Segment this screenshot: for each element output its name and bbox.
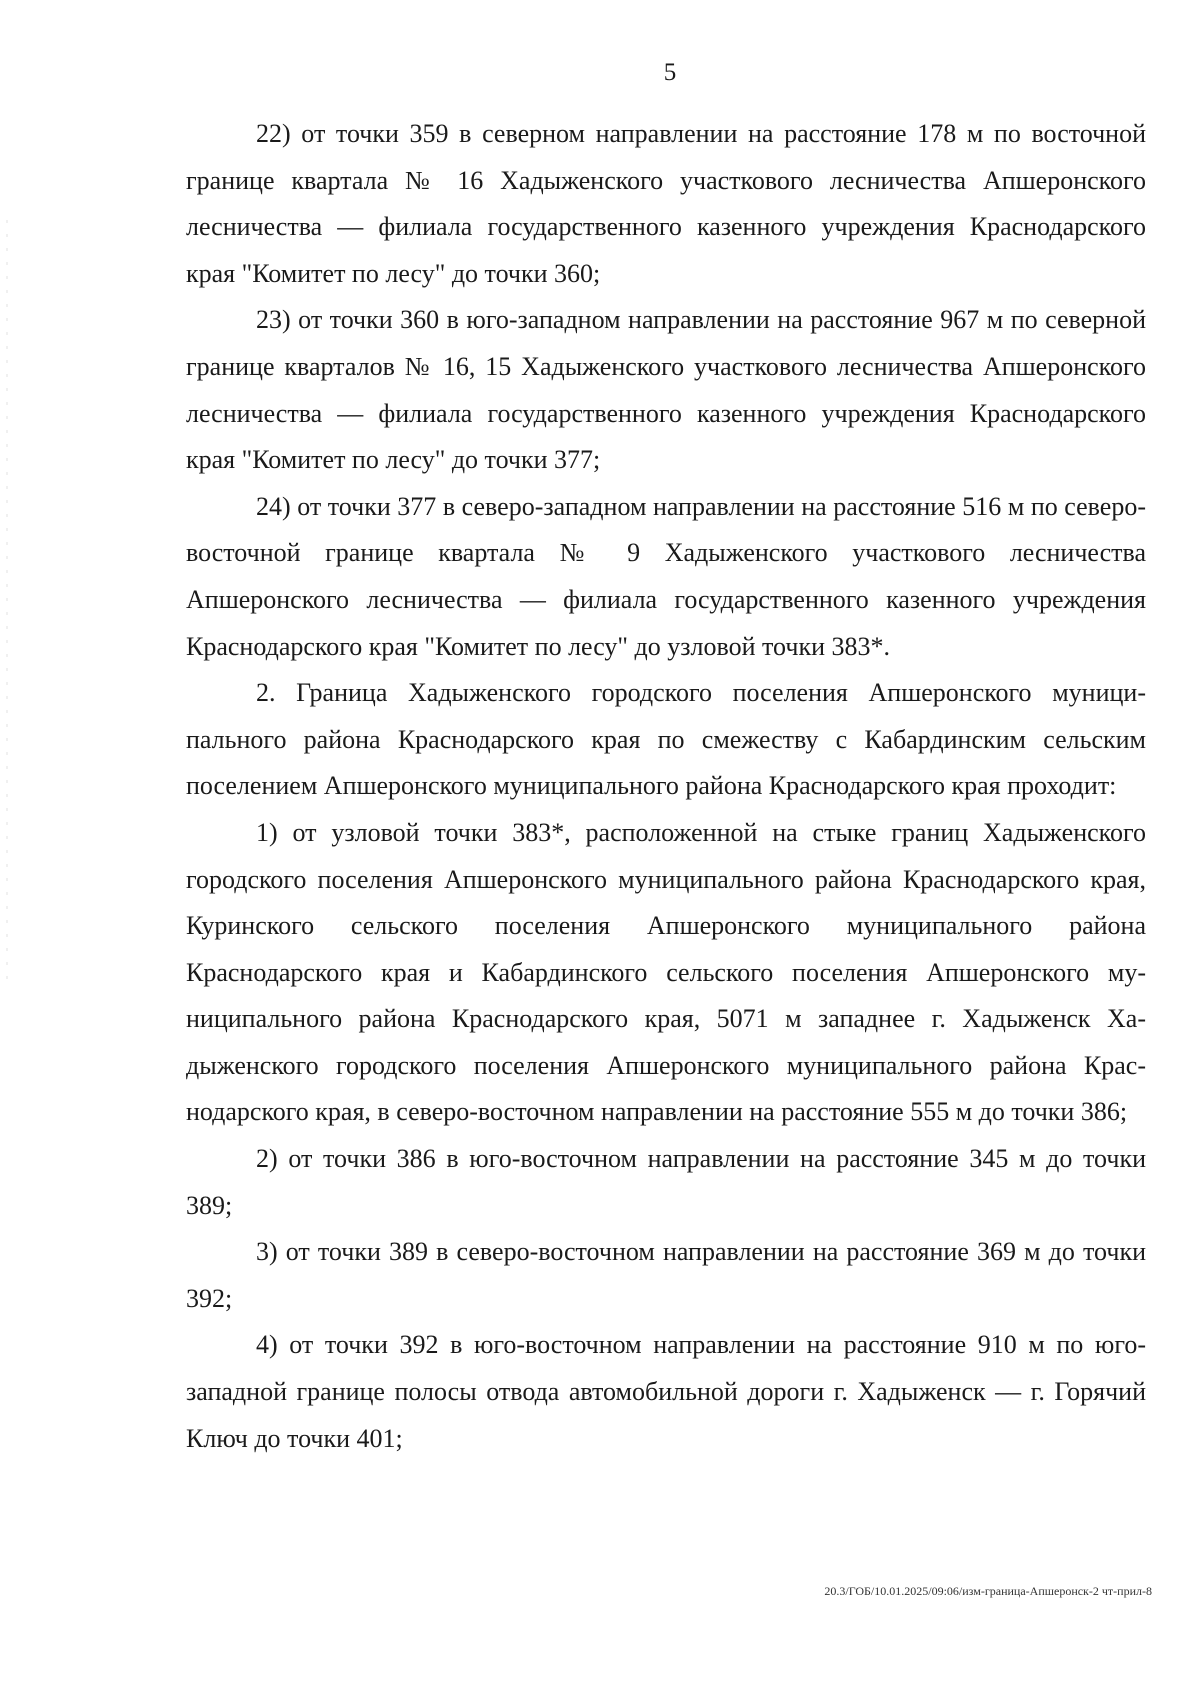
page-number: 5 [663,59,677,86]
paragraph-22: 22) от точки 359 в северном направлении на расстояние 178 м по восточной границе квартала № 16 Хадыженского участкового лесничества Апшеронского лесничества — филиала государственного казенного учреждения Краснодарского края "Комитет по лесу" до точки 360; [186,119,1146,288]
document-footer-code: 20.3/ГОБ/10.01.2025/09:06/изм-граница-Апшеронск-2 чт-прил-8 [824,1584,1152,1598]
paragraph-23: 23) от точки 360 в юго-западном направлении на расстояние 967 м по северной границе кварталов № 16, 15 Хадыженского участкового лесничества Апшеронского лесничества — филиала государственного казенного учреждения Краснодарского края "Комитет по лесу" до точки 377; [186,305,1146,475]
section-2-paragraph: 2. Граница Хадыженского городского поселения Апшеронского муниципального района Краснодарского края по смежеству с Кабардинским сельским поселением Апшеронского муниципального района Краснодарского края проходит: [186,678,1146,801]
paragraph-3: 3) от точки 389 в северо-восточном направлении на расстояние 369 м до точки 392; [186,1237,1146,1313]
paragraph-4: 4) от точки 392 в юго-восточном направлении на расстояние 910 м по юго-западной границе полосы отвода автомобильной дороги г. Хадыженск — г. Горячий Ключ до точки 401; [186,1330,1146,1453]
document-body [186,111,1146,1462]
paragraph-24: 24) от точки 377 в северо-западном направлении на расстояние 516 м по северо-восточной границе квартала № 9 Хадыженского участкового лесничества Апшеронского лесничества — филиала государственного казенного учреждения Краснодарского края "Комитет по лесу" до узловой точки 383*. [186,491,1146,661]
scan-margin-marks [6,220,8,980]
paragraph-2: 2) от точки 386 в юго-восточном направлении на расстояние 345 м до точки 389; [186,1144,1146,1220]
paragraph-1: 1) от узловой точки 383*, расположенной на стыке границ Хадыженского городского поселения Апшеронского муниципального района Краснодарского края, Куринского сельского поселения Апшеронского муниципального района Краснодарского края и Кабардинского сельского поселения Апшеронского муниципального района Краснодарского края, 5071 м западнее г. Хадыженск Хадыженского городского поселения Апшеронского муниципального района Краснодарского края, в северо-восточном направлении на расстояние 555 м до точки 386; [186,817,1146,1127]
